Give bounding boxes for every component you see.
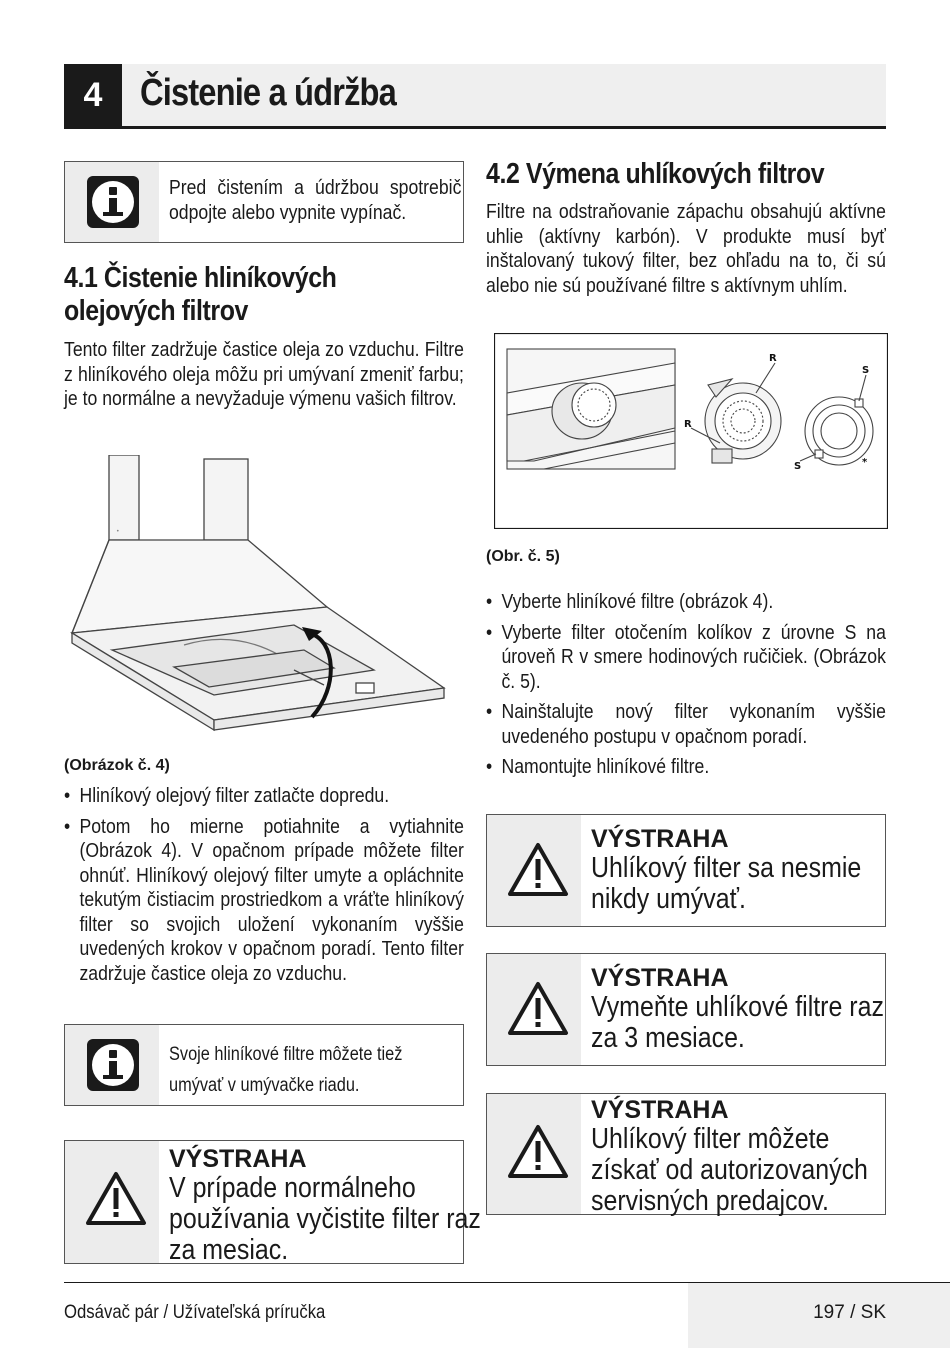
label-s-bottom: S <box>794 461 802 472</box>
carbon-filter-figure <box>494 333 888 529</box>
warning-text-line: za 3 mesiace. <box>591 1022 745 1054</box>
warning-text-line: získať od autorizovaných <box>591 1154 868 1186</box>
section-title-4-2: 4.2 Výmena uhlíkových filtrov <box>486 158 825 190</box>
list-item: • Potom ho mierne potiahnite a vytiahnite (Obrázok 4). V opačnom prípade môžete filter ohnúť. Hliníkový olejový filter umyte a opláchnite tekutým čistiacim prostriedkom a vráťte hliníkový filter so svojich uložení vykonaním vyššie uvedených krokov v opačnom poradí. Tento filter zadržuje častice oleja zo vzduchu. <box>64 815 464 987</box>
figure-5-caption: (Obr. č. 5) <box>486 548 560 565</box>
label-r-left: R <box>684 419 692 430</box>
warning-title: VÝSTRAHA <box>591 964 729 992</box>
warning-box-no-wash <box>486 814 886 927</box>
list-item: • Hliníkový olejový filter zatlačte dopredu. <box>64 784 464 809</box>
chapter-title: Čistenie a údržba <box>140 72 396 114</box>
info-box-dishwasher <box>64 1024 464 1106</box>
warning-triangle-icon <box>507 842 569 898</box>
label-s-top: S <box>862 365 870 376</box>
section-4-2-intro: Filtre na odstraňovanie zápachu obsahujú aktívne uhlie (aktívny karbón). V produkte musí byť inštalovaný tukový filter, bez ohľadu na to, či sú alebo nie sú používané filtre s aktívnym uhlím. <box>486 200 886 297</box>
section-4-1-steps <box>64 784 464 992</box>
warning-triangle-icon <box>507 981 569 1037</box>
section-title-4-1: 4.1 Čistenie hliníkových olejových filtrov <box>64 262 337 327</box>
warning-text-line: servisných predajcov. <box>591 1185 829 1217</box>
warning-box-clean-monthly <box>64 1140 481 1266</box>
warning-triangle-icon <box>85 1171 147 1227</box>
warning-box-replace-3-months <box>486 953 886 1066</box>
range-hood-figure <box>64 455 464 750</box>
list-item: • Vyberte hliníkové filtre (obrázok 4). <box>486 590 886 615</box>
warning-title: VÝSTRAHA <box>169 1145 307 1173</box>
svg-text:•: • <box>116 528 120 535</box>
warning-text-line: Uhlíkový filter môžete <box>591 1123 830 1155</box>
warning-text-line: V prípade normálneho <box>169 1172 416 1204</box>
warning-title: VÝSTRAHA <box>591 1096 729 1124</box>
label-star: * <box>862 457 868 468</box>
section-4-1-intro: Tento filter zadržuje častice oleja zo vzduchu. Filtre z hliníkového oleja môžu pri umývaní zmeniť farbu; je to normálne a nevyžaduje výmenu vašich filtrov. <box>64 338 464 410</box>
info-box-text-line: umývať v umývačke riadu. <box>169 1075 360 1096</box>
warning-text-line: nikdy umývať. <box>591 883 746 915</box>
page-number: 197 / SK <box>813 1302 886 1323</box>
info-box-text: Pred čistením a údržbou spotrebič odpojte alebo vypnite vypínač. <box>169 176 462 224</box>
info-box-text-line: Svoje hliníkové filtre môžete tiež <box>169 1044 403 1065</box>
info-icon <box>87 176 139 228</box>
warning-box-authorized-dealers <box>486 1093 886 1215</box>
list-item: • Namontujte hliníkové filtre. <box>486 755 886 780</box>
warning-text-line: za mesiac. <box>169 1234 289 1266</box>
warning-text-line: Vymeňte uhlíkové filtre raz <box>591 991 884 1023</box>
warning-text-line: Uhlíkový filter sa nesmie <box>591 852 862 884</box>
label-r-top: R <box>769 353 777 364</box>
info-icon <box>87 1039 139 1091</box>
chapter-header <box>64 64 886 129</box>
footer-page-box <box>688 1283 950 1348</box>
warning-text-line: používania vyčistite filter raz <box>169 1203 481 1235</box>
warning-triangle-icon <box>507 1124 569 1180</box>
info-box-unplug <box>64 161 464 243</box>
warning-title: VÝSTRAHA <box>591 825 729 853</box>
section-4-2-steps <box>486 590 886 786</box>
figure-4-caption: (Obrázok č. 4) <box>64 757 170 774</box>
chapter-number: 4 <box>64 64 122 126</box>
footer-manual-title: Odsávač pár / Užívateľská príručka <box>64 1302 326 1323</box>
list-item: • Nainštalujte nový filter vykonaním vyššie uvedeného postupu v opačnom poradí. <box>486 700 886 749</box>
list-item: • Vyberte filter otočením kolíkov z úrovne S na úroveň R v smere hodinových ručičiek. (Obrázok č. 5). <box>486 621 886 695</box>
